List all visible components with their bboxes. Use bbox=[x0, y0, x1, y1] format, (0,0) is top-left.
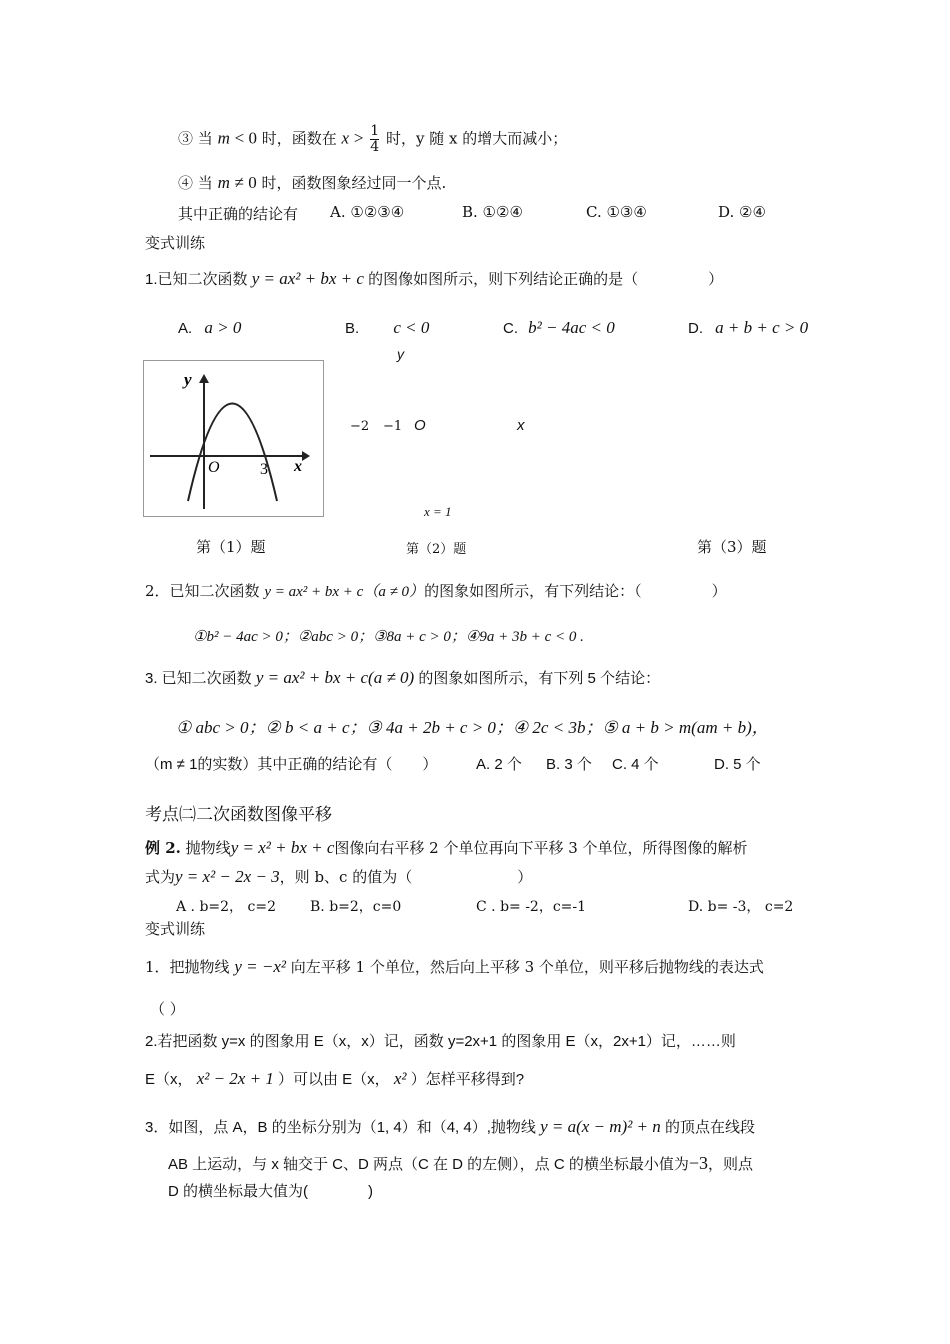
q3-tail-pre: （m ≠ 1的实数）其中正确的结论有（ bbox=[145, 756, 393, 773]
q3-formula: y = ax² + bx + c(a ≠ 0) bbox=[255, 668, 415, 687]
q3-tail bbox=[145, 753, 437, 774]
q1-stem bbox=[145, 268, 723, 289]
t3-line3-close: ) bbox=[368, 1183, 373, 1200]
q3-stem bbox=[145, 667, 660, 688]
figure-1-graph bbox=[144, 361, 323, 516]
c3-m: m bbox=[217, 128, 230, 148]
q1-option-c bbox=[503, 318, 615, 338]
q2-pre: 2．已知二次函数 bbox=[145, 582, 260, 600]
t3-formula: y = a(x − m)² + n bbox=[540, 1117, 661, 1136]
fraction-one-quarter bbox=[370, 124, 379, 155]
conclusion-3 bbox=[178, 124, 567, 155]
q2-post: 的图象如图所示，有下列结论：（ bbox=[424, 582, 642, 600]
q1-b-expr: c < 0 bbox=[393, 318, 430, 337]
t2-line2-pre: E（x， bbox=[145, 1071, 193, 1088]
q1-post: 的图像如图所示，则下列结论正确的是（ bbox=[368, 271, 639, 288]
q3-option-d: D. 5 个 bbox=[714, 756, 761, 773]
q2-stem bbox=[145, 580, 727, 601]
c3-lt0: < 0 bbox=[234, 128, 257, 148]
fig1-x-arrow bbox=[302, 451, 310, 461]
q3-option-c: C. 4 个 bbox=[612, 756, 659, 773]
q1-pre: 1.已知二次函数 bbox=[145, 271, 248, 288]
ex2-formula: y = x² + bx + c bbox=[230, 838, 335, 857]
t3-line3 bbox=[168, 1180, 373, 1201]
q2-close: ） bbox=[711, 582, 727, 600]
t3-line3-text: D 的横坐标最大值为( bbox=[168, 1183, 308, 1200]
ex2-line2 bbox=[145, 866, 532, 887]
t1-stem bbox=[145, 956, 764, 977]
caption-1: 第（1）题 bbox=[196, 538, 266, 556]
t1-post: 向左平移 1 个单位，然后向上平移 3 个单位，则平移后抛物线的表达式 bbox=[290, 958, 764, 976]
c3-gt: > bbox=[353, 128, 364, 148]
c4-post: 时，函数图象经过同一个点. bbox=[261, 174, 447, 192]
fig1-x-label: x bbox=[294, 458, 302, 475]
c3-mid: 时，函数在 bbox=[261, 129, 337, 148]
prev-option-a: A. ①②③④ bbox=[330, 203, 405, 221]
t1-pre: 1．把抛物线 bbox=[145, 958, 230, 976]
q2-items: ①b² − 4ac > 0；②abc > 0；③8a + c > 0；④9a + 3b + c < 0 . bbox=[193, 629, 584, 645]
t1-formula: y = −x² bbox=[234, 957, 286, 976]
t3-neg3: −3 bbox=[688, 1153, 709, 1173]
ex2-option-c: C . b= -2，c=-1 bbox=[476, 899, 587, 915]
fig1-origin: O bbox=[208, 459, 220, 476]
t2-formula2: x² bbox=[393, 1069, 407, 1088]
c4-ne0: ≠ 0 bbox=[234, 173, 257, 192]
q1-d-expr: a + b + c > 0 bbox=[715, 318, 809, 337]
t2-line1: 2.若把函数 y=x 的图象用 E（x，x）记，函数 y=2x+1 的图象用 E（x，2x+1）记，……则 bbox=[145, 1033, 736, 1050]
ex2-line2-pre: 式为 bbox=[145, 868, 176, 886]
prev-question: 其中正确的结论有 bbox=[178, 205, 299, 223]
frac-num: 1 bbox=[370, 123, 380, 139]
caption-3: 第（3）题 bbox=[697, 538, 767, 556]
fig1-parabola bbox=[188, 404, 277, 502]
t3-line2 bbox=[168, 1153, 753, 1174]
ex2-line2-post: ，则 b、c 的值为（ bbox=[279, 868, 413, 886]
fig1-tick-3: 3 bbox=[260, 461, 268, 478]
ex2-post: 图像向右平移 2 个单位再向下平移 3 个单位，所得图像的解析 bbox=[334, 839, 748, 857]
t2-line2 bbox=[145, 1068, 524, 1089]
conclusion-4 bbox=[178, 172, 446, 193]
t2-line2-post: ）怎样平移得到? bbox=[410, 1071, 525, 1088]
fig2-axis-label: x = 1 bbox=[424, 504, 452, 519]
q3-post: 的图象如图所示，有下列 5 个结论： bbox=[418, 670, 661, 687]
q3-option-b: B. 3 个 bbox=[546, 756, 592, 773]
ex2-option-b: B. b=2，c=0 bbox=[310, 899, 402, 915]
q1-c-label: C. bbox=[503, 320, 518, 337]
q1-option-a bbox=[178, 318, 241, 338]
ex2-formula2: y = x² − 2x − 3 bbox=[175, 867, 280, 886]
c4-pre: ④ 当 bbox=[178, 174, 213, 192]
q1-a-expr: a > 0 bbox=[204, 318, 242, 337]
ex2-option-d: D. b= -3， c=2 bbox=[688, 899, 794, 915]
frac-den: 4 bbox=[370, 139, 380, 155]
ex2-line2-close: ） bbox=[517, 868, 533, 886]
train2-title: 变式训练 bbox=[145, 920, 206, 938]
prev-option-c: C. ①③④ bbox=[586, 203, 647, 221]
ex2-option-a: A . b=2， c=2 bbox=[176, 899, 276, 915]
fig2-neg1: −1 bbox=[383, 419, 403, 434]
q1-formula: y = ax² + bx + c bbox=[251, 269, 364, 288]
q1-option-d bbox=[688, 318, 808, 338]
q1-c-expr: b² − 4ac < 0 bbox=[528, 318, 615, 337]
t3-line2-post: ，则点 bbox=[708, 1156, 754, 1173]
c3-x: x bbox=[341, 128, 350, 148]
caption-2: 第（2）题 bbox=[406, 542, 467, 557]
c3-pre: ③ 当 bbox=[178, 129, 213, 148]
prev-option-b: B. ①②④ bbox=[462, 203, 523, 221]
fig1-y-arrow bbox=[199, 374, 209, 383]
fig2-x-label: x bbox=[517, 417, 525, 434]
q2-formula: y = ax² + bx + c bbox=[264, 584, 364, 600]
t3-line1 bbox=[145, 1116, 755, 1137]
q3-pre: 3. 已知二次函数 bbox=[145, 670, 252, 687]
ex2-label: 例 2. bbox=[145, 839, 181, 857]
t3-pre: 3．如图，点 A，B 的坐标分别为（1, 4）和（4, 4）,抛物线 bbox=[145, 1119, 536, 1136]
q3-option-a: A. 2 个 bbox=[476, 756, 522, 773]
t3-line2-pre: AB 上运动，与 x 轴交于 C、D 两点（C 在 D 的左侧），点 C 的横坐标最小值为 bbox=[168, 1156, 689, 1173]
t3-post: 的顶点在线段 bbox=[664, 1119, 755, 1136]
section2-title: 考点㈡二次函数图像平移 bbox=[145, 805, 332, 825]
q1-option-b bbox=[345, 318, 429, 338]
c3-post: 时，y 随 x 的增大而减小； bbox=[385, 129, 568, 148]
ex2-pre: 抛物线 bbox=[185, 839, 231, 857]
q2-cond: （a ≠ 0） bbox=[363, 584, 425, 600]
fig2-neg2: −2 bbox=[350, 419, 370, 434]
q1-a-label: A. bbox=[178, 320, 193, 337]
q3-items: ① abc > 0；② b < a + c；③ 4a + 2b + c > 0；④ 2c < 3b；⑤ a + b > m(am + b)， bbox=[176, 718, 769, 737]
fig2-y-label: y bbox=[397, 346, 404, 362]
train1-title: 变式训练 bbox=[145, 234, 206, 252]
ex2-line1 bbox=[145, 837, 748, 858]
prev-option-d: D. ②④ bbox=[718, 203, 766, 221]
fig2-origin: O bbox=[414, 417, 426, 434]
q1-d-label: D. bbox=[688, 320, 703, 337]
t2-line2-mid: ）可以由 E（x， bbox=[278, 1071, 390, 1088]
q1-close: ） bbox=[708, 271, 724, 288]
figure-1 bbox=[143, 360, 324, 517]
t1-paren: （ ） bbox=[150, 1000, 185, 1018]
c4-m: m bbox=[217, 173, 230, 192]
q1-b-label: B. bbox=[345, 320, 360, 337]
q3-tail-close: ） bbox=[422, 756, 438, 773]
fig1-y-label: y bbox=[184, 370, 192, 389]
t2-formula: x² − 2x + 1 bbox=[196, 1069, 274, 1088]
